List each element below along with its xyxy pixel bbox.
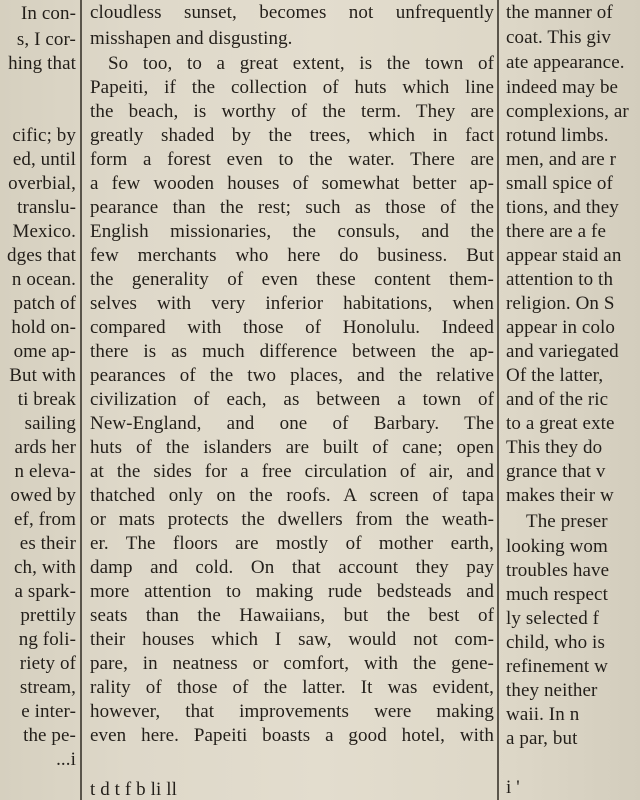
right-line: and of the ric	[506, 389, 609, 410]
right-line: much respect	[506, 584, 608, 605]
right-line: troubles have	[506, 560, 610, 581]
mid-line: the beach, is worthy of the term. They are	[90, 101, 494, 122]
mid-line: misshapen and disgusting.	[90, 28, 293, 49]
right-line: a par, but	[506, 728, 578, 749]
left-line: a spark-	[14, 581, 76, 602]
left-line: ed, until	[12, 149, 76, 170]
left-line: riety of	[19, 653, 76, 674]
mid-line: however, that improvements were making	[90, 701, 494, 722]
left-line: overbial,	[8, 173, 76, 194]
mid-line: thatched only on the roofs. A screen of tapa	[90, 485, 494, 506]
mid-line: civilization of each, as between a town of	[90, 389, 494, 410]
right-line: appear in colo	[506, 317, 616, 338]
left-line: ch, with	[13, 557, 76, 578]
left-line: sailing	[24, 413, 76, 434]
right-line: the manner of	[506, 2, 613, 23]
left-line: In con-	[20, 3, 76, 24]
left-line: es their	[19, 533, 76, 554]
left-line: hing that	[8, 53, 76, 74]
left-line: Mexico.	[12, 221, 76, 242]
mid-line: pare, in neatness or comfort, with the gene-	[90, 653, 494, 674]
right-line: men, and are r	[506, 149, 617, 170]
column-rule-left	[80, 0, 82, 800]
left-line: hold on-	[11, 317, 76, 338]
right-line: The preser	[526, 511, 608, 532]
left-line: n ocean.	[11, 269, 76, 290]
mid-line: few merchants who here do business. But	[90, 245, 494, 266]
right-line: there are a fe	[506, 221, 607, 242]
mid-line: t d t f b li ll	[90, 779, 177, 800]
mid-line: pearances of the two places, and the relative	[90, 365, 494, 386]
mid-line: damp and cold. On that account they pay	[90, 557, 494, 578]
right-line: ate appearance.	[506, 52, 625, 73]
mid-line: huts of the islanders are built of cane; open	[90, 437, 494, 458]
left-line: cific; by	[12, 125, 76, 146]
right-line: makes their w	[506, 485, 614, 506]
left-line: dges that	[7, 245, 76, 266]
mid-line: or mats protects the dwellers from the weath-	[90, 509, 494, 530]
left-line: ome ap-	[13, 341, 76, 362]
mid-line: Papeiti, if the collection of huts which line	[90, 77, 494, 98]
left-line: s, I cor-	[16, 29, 76, 50]
right-line: attention to th	[506, 269, 614, 290]
mid-line: greatly shaded by the trees, which in fact	[90, 125, 494, 146]
left-line: patch of	[13, 293, 76, 314]
right-line: rotund limbs.	[506, 125, 609, 146]
right-line: religion. On S	[506, 293, 615, 314]
right-line: to a great exte	[506, 413, 615, 434]
middle-column	[86, 0, 498, 800]
left-line: translu-	[17, 197, 76, 218]
mid-line: even here. Papeiti boasts a good hotel, with	[90, 725, 494, 746]
mid-line: er. The floors are mostly of mother earth,	[90, 533, 494, 554]
right-line: i '	[506, 777, 520, 798]
right-line: complexions, ar	[506, 101, 629, 122]
mid-line: at the sides for a free circulation of air, and	[90, 461, 494, 482]
right-line: ly selected f	[506, 608, 600, 629]
mid-line: form a forest even to the water. There are	[90, 149, 494, 170]
right-line: This they do	[506, 437, 603, 458]
mid-line: cloudless sunset, becomes not unfrequently	[90, 2, 494, 23]
right-line: child, who is	[506, 632, 605, 653]
right-line: they neither	[506, 680, 598, 701]
left-line: ti break	[17, 389, 76, 410]
mid-line: pearance than the rest; such as those of the	[90, 197, 494, 218]
mid-line: a few wooden houses of somewhat better ap-	[90, 173, 494, 194]
left-line: But with	[9, 365, 76, 386]
mid-line: So too, to a great extent, is the town of	[108, 53, 494, 74]
right-line: Of the latter,	[506, 365, 604, 386]
right-column	[502, 0, 640, 800]
mid-line: English missionaries, the consuls, and the	[90, 221, 494, 242]
left-line: ...i	[56, 749, 76, 770]
mid-line: compared with those of Honolulu. Indeed	[90, 317, 494, 338]
right-line: and variegated	[506, 341, 619, 362]
left-line: e inter-	[21, 701, 76, 722]
mid-line: there is as much difference between the ap-	[90, 341, 494, 362]
mid-line: the generality of even these content them-	[90, 269, 494, 290]
mid-line: more attention to making rude bedsteads and	[90, 581, 494, 602]
right-line: coat. This giv	[506, 27, 612, 48]
right-line: appear staid an	[506, 245, 622, 266]
mid-line: their houses which I saw, would not com-	[90, 629, 494, 650]
left-column	[0, 0, 79, 800]
left-line: ards her	[14, 437, 76, 458]
left-line: ng foli-	[18, 629, 76, 650]
right-line: refinement w	[506, 656, 608, 677]
left-line: owed by	[10, 485, 76, 506]
left-line: prettily	[20, 605, 76, 626]
left-line: n eleva-	[14, 461, 76, 482]
left-line: ef, from	[14, 509, 76, 530]
right-line: indeed may be	[506, 77, 619, 98]
left-line: the pe-	[23, 725, 76, 746]
mid-line: selves with very inferior habitations, when	[90, 293, 494, 314]
right-line: waii. In n	[506, 704, 580, 725]
mid-line: seats than the Hawaiians, but the best of	[90, 605, 494, 626]
mid-line: rality of those of the latter. It was evident,	[90, 677, 494, 698]
right-line: tions, and they	[506, 197, 619, 218]
left-line: stream,	[19, 677, 76, 698]
right-line: looking wom	[506, 536, 608, 557]
mid-line: New-England, and one of Barbary. The	[90, 413, 494, 434]
right-line: small spice of	[506, 173, 613, 194]
right-line: grance that v	[506, 461, 606, 482]
